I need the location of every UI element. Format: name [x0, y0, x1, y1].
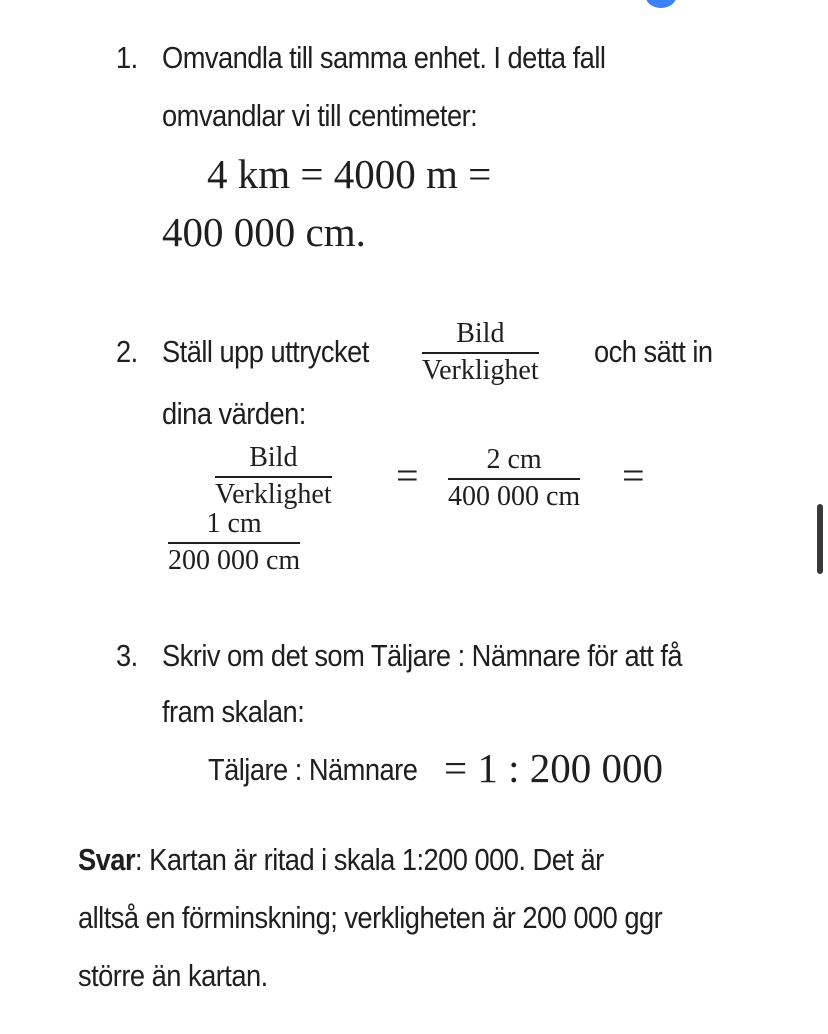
fraction-bild-verklighet [215, 444, 332, 509]
step-2-line2: dina värden: [162, 396, 306, 431]
fraction-numerator: Bild [249, 442, 298, 473]
step-3-line2: fram skalan: [162, 694, 305, 729]
fraction-bar [215, 476, 332, 478]
step-1-line2: omvandlar vi till centimeter: [162, 98, 478, 133]
step-2-text-after: och sätt in [594, 334, 713, 369]
fraction-denominator: 400 000 cm [448, 480, 581, 512]
fraction-2cm-400000cm [448, 446, 580, 511]
fraction-1cm-200000cm [168, 510, 300, 575]
ratio-value: = 1 : 200 000 [444, 745, 664, 791]
step-2-text-before: Ställ upp uttrycket [162, 334, 369, 369]
fraction-bar [422, 352, 539, 354]
equals-sign-2: = [622, 453, 645, 498]
step-3-line1: Skriv om det som Täljare : Nämnare för att få [162, 638, 683, 673]
step-1-number: 1. [116, 40, 138, 75]
inline-fraction-numerator: Bild [456, 318, 505, 349]
answer-line3: större än kartan. [78, 958, 268, 993]
step-1-math-line1: 4 km = 4000 m = [207, 151, 492, 197]
notification-dot [646, 0, 676, 8]
inline-fraction-denominator: Verklighet [422, 354, 539, 386]
equals-sign-1: = [396, 453, 419, 498]
step-1-line1: Omvandla till samma enhet. I detta fall [162, 40, 606, 75]
fraction-bar [448, 478, 580, 480]
step-1-math-line2: 400 000 cm. [162, 209, 366, 255]
answer-line1 [78, 842, 604, 878]
answer-line2: alltså en förminskning; verkligheten är 200 000 ggr [78, 900, 663, 935]
step-2-number: 2. [116, 334, 138, 369]
answer-text: : Kartan är ritad i skala 1:200 000. Det är [135, 842, 604, 877]
scrollbar-thumb[interactable] [817, 504, 823, 574]
step-2-inline-fraction [422, 320, 539, 385]
fraction-numerator: 2 cm [486, 444, 542, 475]
fraction-denominator: 200 000 cm [168, 544, 301, 576]
answer-label: Svar [78, 842, 136, 877]
fraction-denominator: Verklighet [215, 478, 332, 510]
fraction-numerator: 1 cm [206, 508, 262, 539]
ratio-label: Täljare : Nämnare [208, 752, 418, 787]
step-3-number: 3. [116, 638, 138, 673]
fraction-bar [168, 542, 300, 544]
